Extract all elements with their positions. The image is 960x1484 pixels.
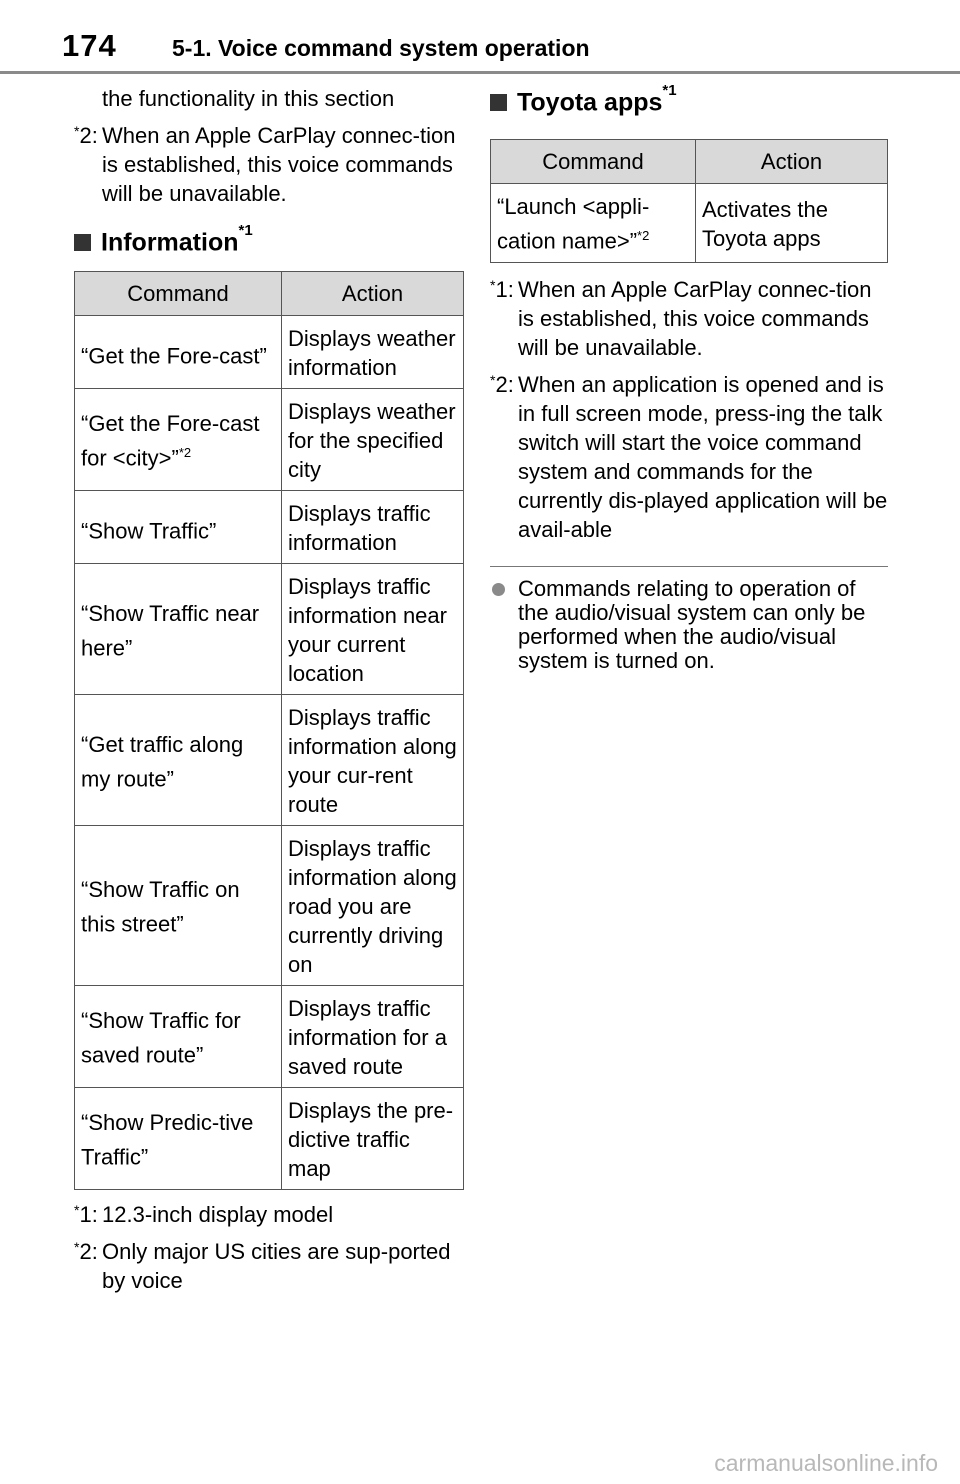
square-bullet-icon [490,94,507,111]
footnote [74,1200,464,1229]
left-column [74,84,464,1303]
page-number: 174 [62,28,117,63]
table-header-command: Command [75,272,282,316]
table-row [75,826,464,986]
table-row [75,564,464,695]
footnote [74,121,464,208]
right-column [490,84,888,673]
action-cell: Displays traffic information [282,491,464,564]
command-cell: “Launch <appli-cation name>”$^{*2}$ [491,184,696,262]
toyota-apps-table [490,139,888,262]
section-title: 5-1. Voice command system operation [172,35,590,61]
command-cell: “Show Traffic on this street” [75,826,282,986]
action-cell: Displays traffic information along your cur-rent route [282,695,464,826]
table-row [75,986,464,1088]
bullet-note [490,577,888,673]
table-header-command: Command [491,140,696,184]
action-cell: Displays weather information [282,316,464,389]
action-cell: Displays traffic information along road you are currently driving on [282,826,464,986]
footnote-marker: *1: [74,1202,98,1228]
command-cell: “Show Traffic near here” [75,564,282,695]
table-row [75,491,464,564]
information-heading: Information$^{*1}$ [74,228,464,257]
action-cell: Displays weather for the specified city [282,389,464,491]
command-cell: “Get the Fore-cast” [75,316,282,389]
table-row [75,389,464,491]
command-cell: “Show Traffic for saved route” [75,986,282,1088]
table-header-action: Action [696,140,888,184]
footnote [74,1237,464,1295]
action-cell: Activates the Toyota apps [696,184,888,262]
footnote-marker: *1: [490,276,514,302]
circle-bullet-icon [492,583,505,596]
table-row [75,316,464,389]
toyota-apps-heading: Toyota apps$^{*1}$ [490,88,888,117]
table-row [75,1088,464,1190]
command-cell: “Get the Fore-cast for <city>”$^{*2}$ [75,389,282,491]
table-row [491,184,888,262]
footnote-marker: *2: [490,371,514,397]
watermark: carmanualsonline.info [714,1450,938,1476]
action-cell: Displays traffic information near your current location [282,564,464,695]
action-cell: Displays the pre-dictive traffic map [282,1088,464,1190]
footnote-marker: *2: [74,123,98,148]
information-table [74,271,464,1190]
command-cell: “Get traffic along my route” [75,695,282,826]
footnote-text: When an application is opened and is in full screen mode, press-ing the talk switch will start the voice command system and commands for the currently dis-played application will be avail-able [518,371,888,542]
footnote [490,370,888,544]
footnote-text: When an Apple CarPlay connec-tion is established, this voice commands will be unavailable. [102,123,456,206]
header-rule [0,71,960,74]
table-row [75,695,464,826]
footnote [490,275,888,362]
intro-continuation: the functionality in this section [102,86,395,111]
page-header [0,0,960,76]
footnote-text: Only major US cities are sup-ported by voice [102,1239,451,1294]
table-header-action: Action [282,272,464,316]
footnote-text: When an Apple CarPlay connec-tion is established, this voice commands will be unavailable. [518,276,872,360]
command-cell: “Show Predic-tive Traffic” [75,1088,282,1190]
square-bullet-icon [74,234,91,251]
section-divider [490,566,888,567]
bullet-text: Commands relating to operation of the audio/visual system can only be performed when the audio/visual system is turned on. [518,575,866,673]
action-cell: Displays traffic information for a saved route [282,986,464,1088]
footnote-marker: *2: [74,1239,98,1265]
command-cell: “Show Traffic” [75,491,282,564]
footnote-text: 12.3-inch display model [102,1202,334,1228]
